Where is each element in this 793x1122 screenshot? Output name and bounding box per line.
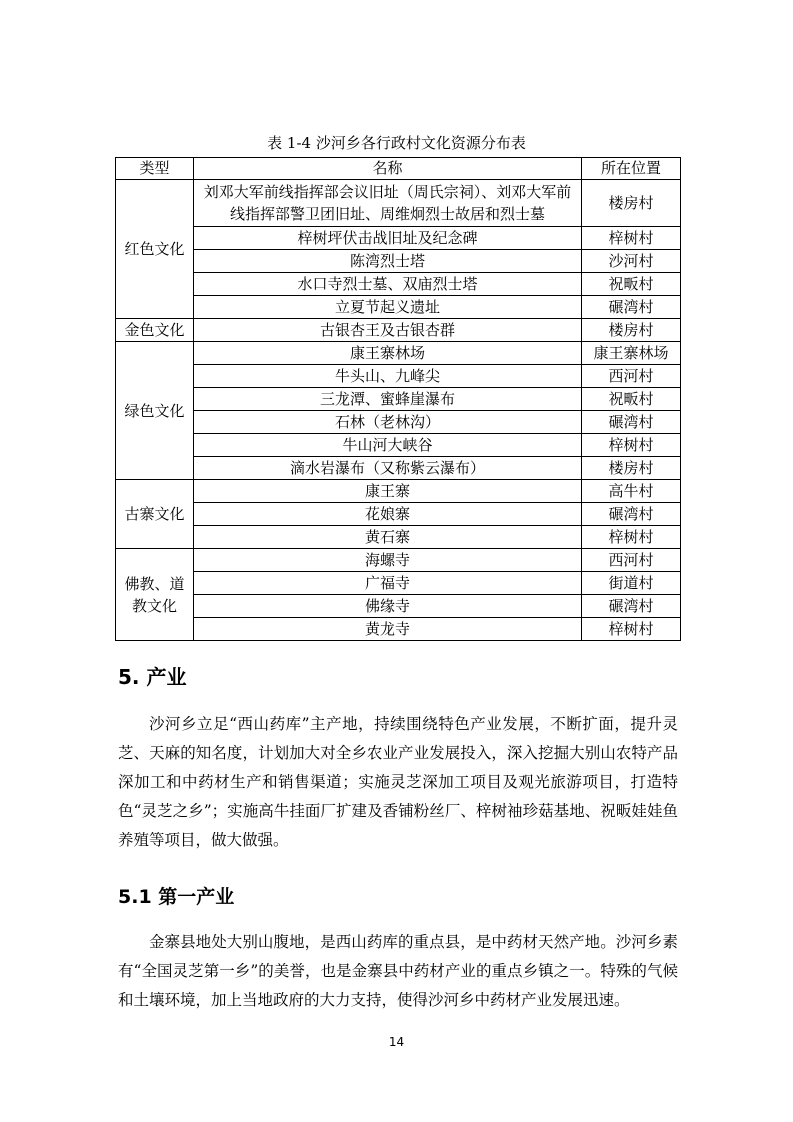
resource-name-cell: 花娘寨 (194, 503, 582, 526)
table-row (116, 503, 681, 526)
header-type: 类型 (116, 158, 194, 180)
location-cell: 碾湾村 (582, 595, 681, 618)
culture-resource-table (115, 157, 681, 641)
table-row (116, 296, 681, 319)
resource-name-cell: 水口寺烈士墓、双庙烈士塔 (194, 273, 582, 296)
table-row (116, 365, 681, 388)
location-cell: 碾湾村 (582, 411, 681, 434)
location-cell: 楼房村 (582, 319, 681, 342)
table-row (116, 595, 681, 618)
section-heading-primary-industry: 5.1 第一产业 (118, 886, 235, 908)
location-cell: 康王寨林场 (582, 342, 681, 365)
table-row (116, 480, 681, 503)
location-cell: 沙河村 (582, 250, 681, 273)
table-row (116, 434, 681, 457)
resource-name-cell: 海螺寺 (194, 549, 582, 572)
resource-name-cell: 三龙潭、蜜蜂崖瀑布 (194, 388, 582, 411)
table-body (116, 180, 681, 641)
table-row (116, 227, 681, 250)
location-cell: 楼房村 (582, 457, 681, 480)
location-cell: 祝畈村 (582, 388, 681, 411)
resource-name-cell: 牛山河大峡谷 (194, 434, 582, 457)
table-row (116, 457, 681, 480)
category-cell: 绿色文化 (116, 342, 194, 480)
resource-name-cell: 黄龙寺 (194, 618, 582, 641)
location-cell: 祝畈村 (582, 273, 681, 296)
resource-name-cell: 古银杏王及古银杏群 (194, 319, 582, 342)
page-number: 14 (388, 1035, 405, 1049)
location-cell: 碾湾村 (582, 296, 681, 319)
table-row (116, 549, 681, 572)
location-cell: 梓树村 (582, 618, 681, 641)
table-row (116, 526, 681, 549)
table-row (116, 273, 681, 296)
resource-name-cell: 广福寺 (194, 572, 582, 595)
table-caption: 表 1-4 沙河乡各行政村文化资源分布表 (267, 134, 526, 152)
resource-name-cell: 牛头山、九峰尖 (194, 365, 582, 388)
header-name: 名称 (194, 158, 582, 180)
location-cell: 西河村 (582, 549, 681, 572)
location-cell: 高牛村 (582, 480, 681, 503)
resource-name-cell: 刘邓大军前线指挥部会议旧址（周氏宗祠）、刘邓大军前线指挥部警卫团旧址、周维炯烈士故居和烈士墓 (194, 180, 582, 227)
header-location: 所在位置 (582, 158, 681, 180)
location-cell: 楼房村 (582, 180, 681, 227)
resource-name-cell: 黄石寨 (194, 526, 582, 549)
section-heading-industry: 5. 产业 (118, 665, 187, 689)
location-cell: 街道村 (582, 572, 681, 595)
table-row (116, 342, 681, 365)
table-row (116, 250, 681, 273)
industry-paragraph: 沙河乡立足“西山药库”主产地，持续围绕特色产业发展，不断扩面，提升灵芝、天麻的知名度，计划加大对全乡农业产业发展投入，深入挖掘大别山农特产品深加工和中药材生产和销售渠道；实施灵芝深加工项目及观光旅游项目，打造特色“灵芝之乡”；实施高牛挂面厂扩建及香铺粉丝厂、梓树袖珍菇基地、祝畈娃娃鱼养殖等项目，做大做强。 (118, 715, 678, 849)
category-cell: 佛教、道教文化 (116, 549, 194, 641)
primary-industry-paragraph: 金寨县地处大别山腹地，是西山药库的重点县，是中药材天然产地。沙河乡素有“全国灵芝第一乡”的美誉，也是金寨县中药材产业的重点乡镇之一。特殊的气候和土壤环境，加上当地政府的大力支持，使得沙河乡中药材产业发展迅速。 (118, 933, 678, 1009)
table-row (116, 388, 681, 411)
table-header-row (116, 158, 681, 180)
category-cell: 金色文化 (116, 319, 194, 342)
location-cell: 梓树村 (582, 434, 681, 457)
category-cell: 古寨文化 (116, 480, 194, 549)
resource-name-cell: 康王寨 (194, 480, 582, 503)
resource-name-cell: 滴水岩瀑布（又称紫云瀑布） (194, 457, 582, 480)
table-row (116, 411, 681, 434)
location-cell: 碾湾村 (582, 503, 681, 526)
table-row (116, 572, 681, 595)
resource-name-cell: 佛缘寺 (194, 595, 582, 618)
location-cell: 西河村 (582, 365, 681, 388)
location-cell: 梓树村 (582, 526, 681, 549)
table-row (116, 180, 681, 227)
table-row (116, 319, 681, 342)
resource-name-cell: 康王寨林场 (194, 342, 582, 365)
resource-name-cell: 陈湾烈士塔 (194, 250, 582, 273)
location-cell: 梓树村 (582, 227, 681, 250)
resource-name-cell: 石林（老林沟） (194, 411, 582, 434)
resource-name-cell: 梓树坪伏击战旧址及纪念碑 (194, 227, 582, 250)
category-cell: 红色文化 (116, 180, 194, 319)
resource-name-cell: 立夏节起义遗址 (194, 296, 582, 319)
table-row (116, 618, 681, 641)
